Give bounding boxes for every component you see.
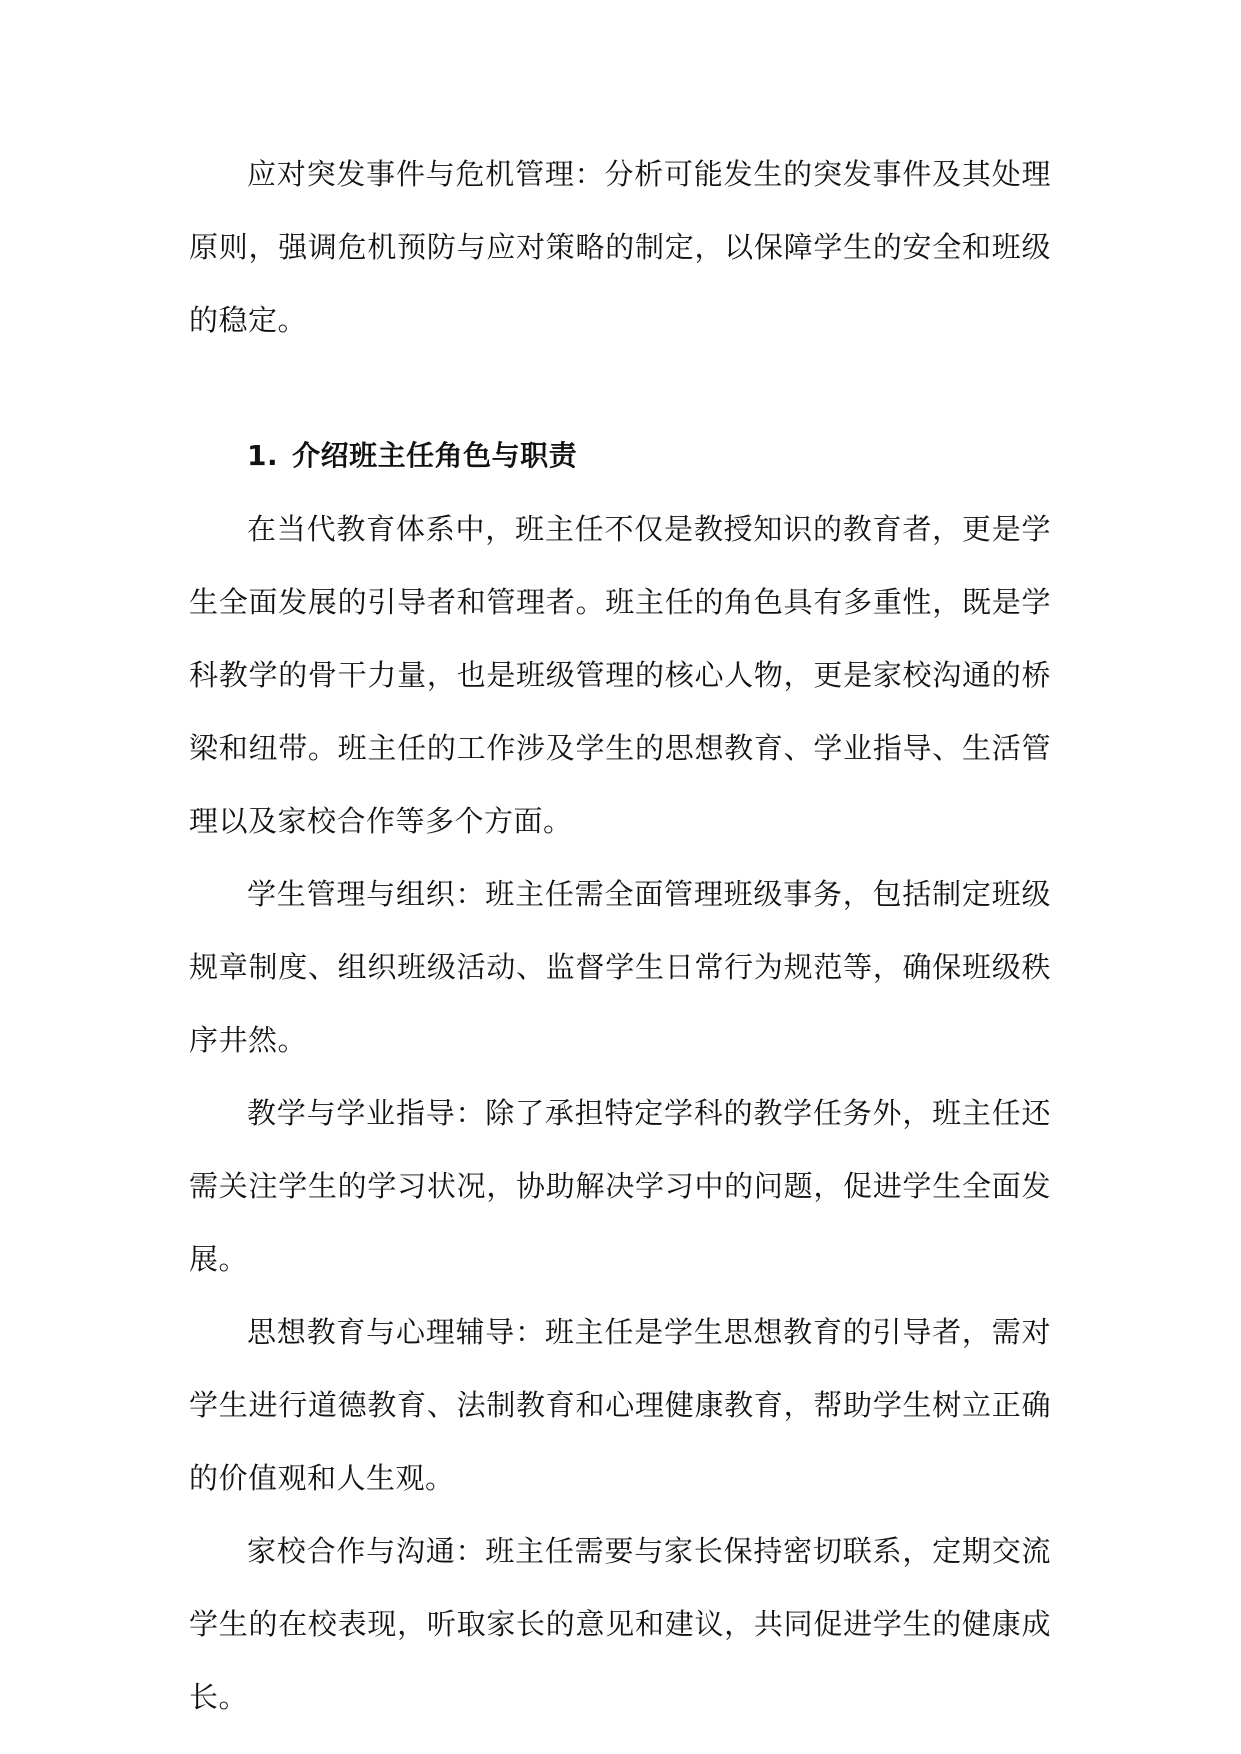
section-title: 介绍班主任角色与职责: [292, 439, 578, 472]
body-paragraph: 学生管理与组织：班主任需全面管理班级事务，包括制定班级规章制度、组织班级活动、监督学生日常行为规范等，确保班级秩序井然。: [189, 877, 1051, 1057]
section-number: 1.: [247, 439, 279, 472]
section-spacer: [189, 357, 1051, 419]
body-paragraph: 思想教育与心理辅导：班主任是学生思想教育的引导者，需对学生进行道德教育、法制教育和心理健康教育，帮助学生树立正确的价值观和人生观。: [189, 1315, 1051, 1495]
body-paragraph: 教学与学业指导：除了承担特定学科的教学任务外，班主任还需关注学生的学习状况，协助解决学习中的问题，促进学生全面发展。: [189, 1096, 1051, 1276]
intro-paragraph: 应对突发事件与危机管理：分析可能发生的突发事件及其处理原则，强调危机预防与应对策略的制定，以保障学生的安全和班级的稳定。: [189, 157, 1051, 337]
body-paragraph: 家校合作与沟通：班主任需要与家长保持密切联系，定期交流学生的在校表现，听取家长的意见和建议，共同促进学生的健康成长。: [189, 1534, 1051, 1714]
document-body: [189, 138, 1051, 1734]
section-heading: [189, 419, 1051, 492]
body-paragraph: 在当代教育体系中，班主任不仅是教授知识的教育者，更是学生全面发展的引导者和管理者。班主任的角色具有多重性，既是学科教学的骨干力量，也是班级管理的核心人物，更是家校沟通的桥梁和纽带。班主任的工作涉及学生的思想教育、学业指导、生活管理以及家校合作等多个方面。: [189, 512, 1051, 838]
